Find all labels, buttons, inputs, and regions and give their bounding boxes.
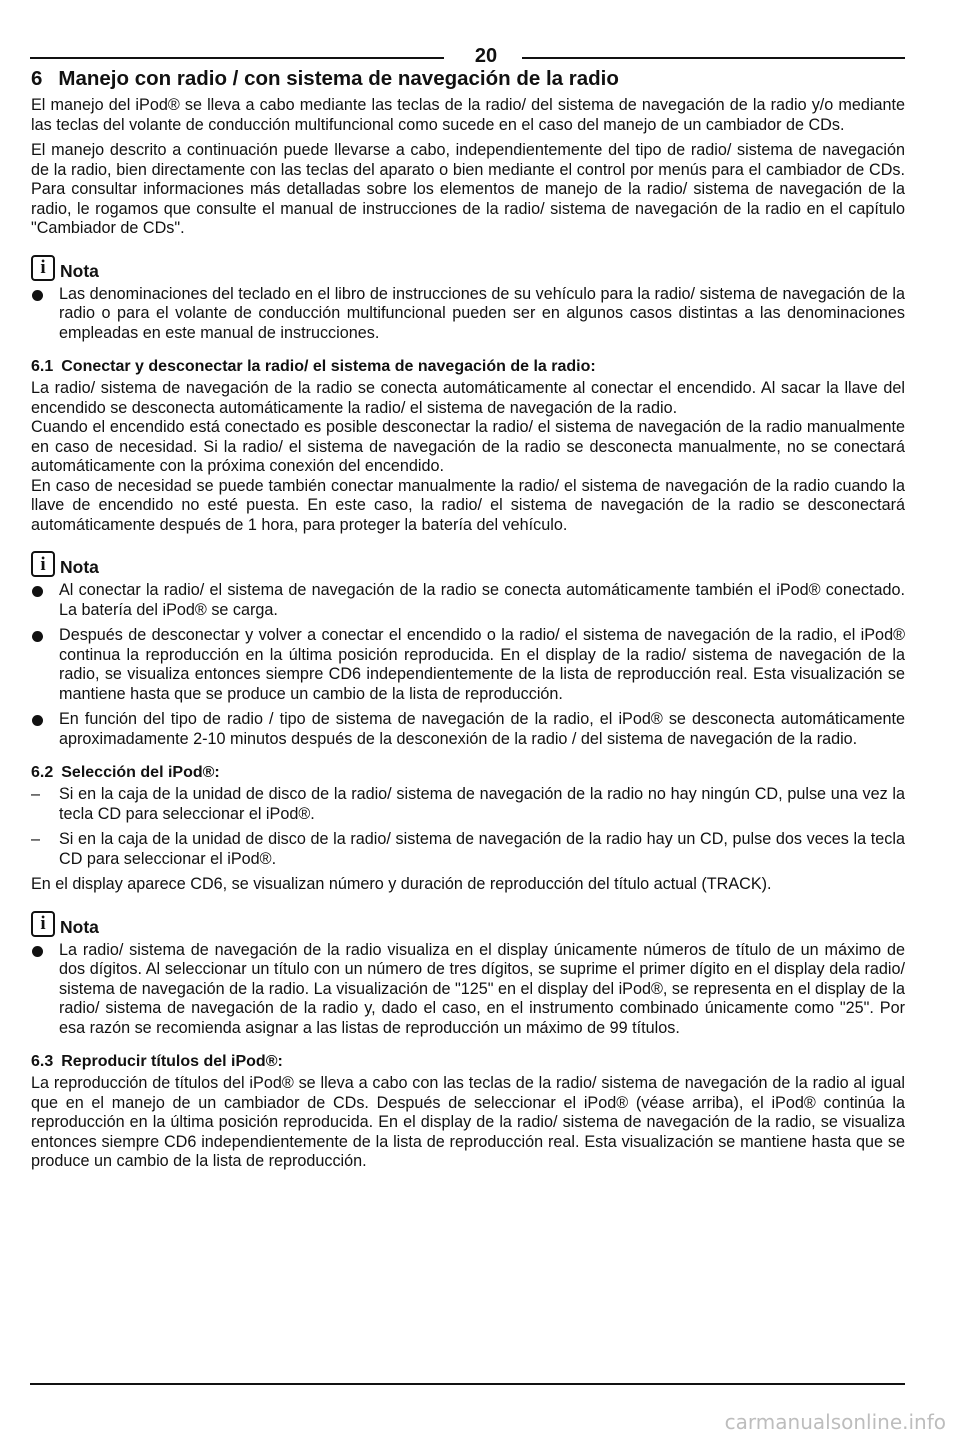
note-heading xyxy=(31,255,905,281)
section-heading xyxy=(31,66,905,92)
page-number: 20 xyxy=(474,45,498,67)
note-item: Las denominaciones del teclado en el libro de instrucciones de su vehículo para la radio/ sistema de navegación de la radio o para el volante de conducción multifuncional pueden ser en algunos casos distintas a las denominaciones empleadas en este manual de instrucciones. xyxy=(31,285,905,344)
note-list xyxy=(31,941,905,1039)
subsection-paragraph: La reproducción de títulos del iPod® se lleva a cabo con las teclas de la radio/ sistema de navegación de la radio al igual que en el manejo de un cambiador de CDs. Después de seleccionar el iPod® (véase arriba), el iPod® continúa la reproducción en la última posición reproducida. En el display de la radio/ sistema de navegación de la radio, se visualiza entonces siempre CD6 independientemente de la lista de reproducción real. Esta visualización se mantiene hasta que se produce un cambio de la lista de reproducción. xyxy=(31,1074,905,1170)
subsection-number: 6.1 xyxy=(31,358,54,375)
info-icon: i xyxy=(31,255,55,281)
section-number: 6 xyxy=(31,67,43,90)
subsection-heading xyxy=(31,763,905,783)
note-title: Nota xyxy=(60,916,99,937)
note-list xyxy=(31,285,905,344)
note-title: Nota xyxy=(60,557,99,577)
note-title: Nota xyxy=(60,260,99,281)
subsection-paragraph: Cuando el encendido está conectado es posible desconectar la radio/ el sistema de navegación de la radio manualmente en caso de necesidad. Si la radio/ el sistema de navegación de la radio se desconecta manualmente, no se conectará automáticamente con la próxima conexión del encendido. xyxy=(31,418,905,475)
subsection-paragraph: En el display aparece CD6, se visualizan número y duración de reproducción del título actual (TRACK). xyxy=(31,875,772,893)
info-icon: i xyxy=(31,551,55,577)
subsection-paragraph: En caso de necesidad se puede también conectar manualmente la radio/ el sistema de navegación de la radio cuando la llave de encendido no esté puesta. En este caso, la radio/ el sistema de navegación de la radio se desconectará automáticamente después de 1 hora, para proteger la batería del vehículo. xyxy=(31,476,905,534)
section-title: Manejo con radio / con sistema de navegación de la radio xyxy=(58,67,619,90)
subsection-title: Reproducir títulos del iPod®: xyxy=(61,1053,283,1070)
note-heading xyxy=(31,911,905,937)
watermark: carmanualsonline.info xyxy=(724,1410,946,1434)
subsection-paragraph: La radio/ sistema de navegación de la radio se conecta automáticamente al conectar el encendido. Al sacar la llave del encendido se desconecta automáticamente la radio/ el sistema de navegación de la radio. xyxy=(31,379,905,417)
header-rule-right xyxy=(522,57,905,59)
note-list xyxy=(31,581,905,749)
page-header xyxy=(30,44,905,67)
subsection-heading xyxy=(31,357,905,377)
note-item: Después de desconectar y volver a conectar el encendido o la radio/ el sistema de navegación de la radio, el iPod® continua la reproducción en la última posición reproducida. En el display de la radio/ sistema de navegación de la radio, se visualiza entonces siempre CD6 independientemente de la lista de reproducción real. Esta visualización se mantiene hasta que se produce un cambio de la lista de reproducción. xyxy=(31,626,905,704)
page-content xyxy=(31,66,905,1178)
note-heading xyxy=(31,551,905,577)
step-item: – Si en la caja de la unidad de disco de la radio/ sistema de navegación de la radio hay un CD, pulse dos veces la tecla CD para seleccionar el iPod®. xyxy=(31,830,905,869)
subsection-number: 6.2 xyxy=(31,764,54,781)
footer-rule xyxy=(30,1383,905,1385)
step-item: – Si en la caja de la unidad de disco de la radio/ sistema de navegación de la radio no hay ningún CD, pulse una vez la tecla CD para seleccionar el iPod®. xyxy=(31,785,905,824)
section-paragraph: El manejo del iPod® se lleva a cabo mediante las teclas de la radio/ del sistema de navegación de la radio y/o mediante las teclas del volante de conducción multifuncional como sucede en el caso del manejo de un cambiador de CDs. xyxy=(31,96,905,134)
subsection-number: 6.3 xyxy=(31,1053,54,1070)
step-list xyxy=(31,785,905,869)
note-item: Al conectar la radio/ el sistema de navegación de la radio se conecta automáticamente también el iPod® conectado. La batería del iPod® se carga. xyxy=(31,581,905,620)
section-paragraph: El manejo descrito a continuación puede llevarse a cabo, independientemente del tipo de radio/ sistema de navegación de la radio, bien directamente con las teclas del aparato o bien mediante el control por menús para el cambiador de CDs. Para consultar informaciones más detalladas sobre los elementos de manejo de la radio/ sistema de navegación de la radio, le rogamos que consulte el manual de instrucciones de la radio/ sistema de navegación de la radio en el capítulo "Cambiador de CDs". xyxy=(31,141,905,237)
header-rule-left xyxy=(30,57,444,59)
subsection-title: Conectar y desconectar la radio/ el sistema de navegación de la radio: xyxy=(61,358,596,375)
note-item: En función del tipo de radio / tipo de sistema de navegación de la radio, el iPod® se desconecta automáticamente aproximadamente 2-10 minutos después de la desconexión de la radio / del sistema de navegación de la radio. xyxy=(31,710,905,749)
subsection-title: Selección del iPod®: xyxy=(61,764,220,781)
note-item: La radio/ sistema de navegación de la radio visualiza en el display únicamente números de título de un máximo de dos dígitos. Al seleccionar un título con un número de tres dígitos, se suprime el primer dígito en el display dela radio/ sistema de navegación de la radio. La visualización de "125" en el display del iPod®, se representa en el display de la radio/ sistema de navegación de la radio y, dado el caso, en el instrumento combinado únicamente como "25". Por esa razón se recomienda asignar a las listas de reproducción un máximo de 99 títulos. xyxy=(31,941,905,1039)
info-icon: i xyxy=(31,911,55,937)
subsection-heading xyxy=(31,1052,905,1072)
